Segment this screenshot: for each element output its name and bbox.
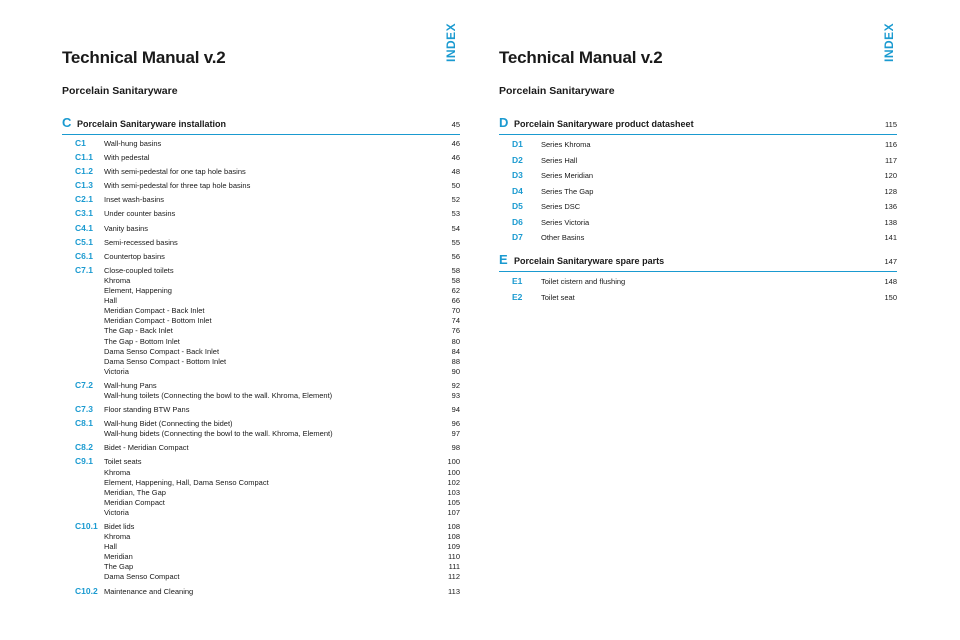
entry-label: Floor standing BTW Pans: [104, 405, 190, 415]
toc-entry[interactable]: [499, 139, 897, 150]
document-subtitle: Porcelain Sanitaryware: [499, 85, 615, 97]
entry-code: C2.1: [75, 194, 93, 205]
entry-label: Dama Senso Compact: [104, 572, 180, 582]
section-c: [62, 115, 460, 597]
toc-entry[interactable]: [62, 208, 460, 219]
entry-code: D4: [512, 185, 523, 196]
entry-code: E2: [512, 291, 523, 302]
entry-code: C3.1: [75, 208, 93, 219]
entry-label: With pedestal: [104, 153, 150, 163]
entry-label: Meridian Compact: [104, 497, 165, 507]
entry-label: Wall-hung toilets (Connecting the bowl to the wall. Khroma, Element): [104, 390, 333, 400]
toc-entry[interactable]: [499, 201, 897, 212]
section-d: [499, 115, 897, 243]
entry-page-number: 108: [447, 532, 460, 542]
entry-label: Maintenance and Cleaning: [104, 586, 194, 596]
entry-page-number: 54: [451, 223, 460, 233]
toc-entry[interactable]: [62, 337, 460, 347]
toc-entry[interactable]: [62, 265, 460, 276]
entry-page-number: 88: [451, 356, 460, 366]
entry-label: Toilet seat: [541, 292, 575, 302]
entry-code: D6: [512, 216, 523, 227]
entry-page-number: 62: [451, 286, 460, 296]
entry-label: Countertop basins: [104, 251, 165, 261]
entry-label: The Gap - Back Inlet: [104, 326, 173, 336]
entry-page-number: 109: [447, 542, 460, 552]
entry-code: D3: [512, 170, 523, 180]
entry-page-number: 52: [451, 195, 460, 205]
entry-page-number: 96: [451, 419, 460, 429]
entry-label: Wall-hung Pans: [104, 380, 157, 390]
entry-page-number: 84: [451, 346, 460, 356]
toc-entry[interactable]: [62, 357, 460, 367]
entry-page-number: 46: [451, 139, 460, 148]
entry-label: Victoria: [104, 507, 129, 517]
toc-entry[interactable]: [62, 562, 460, 572]
index-tab: INDEX: [444, 22, 458, 62]
entry-page-number: 53: [451, 209, 460, 219]
entry-label: Hall: [104, 542, 117, 552]
entry-page-number: 98: [451, 443, 460, 453]
entry-code: C1: [75, 138, 86, 148]
section-entries: [499, 139, 897, 243]
entry-label: Khroma: [104, 532, 131, 542]
entry-label: Meridian: [104, 552, 133, 562]
document-title: Technical Manual v.2: [62, 48, 226, 67]
toc-entry[interactable]: [62, 391, 460, 401]
entry-code: C5.1: [75, 236, 93, 247]
entry-label: Series Victoria: [541, 217, 590, 227]
entry-label: Khroma: [104, 275, 131, 285]
right-page: [480, 0, 960, 640]
entry-page-number: 138: [884, 217, 897, 227]
toc-entry[interactable]: [62, 418, 460, 429]
entry-page-number: 58: [451, 275, 460, 285]
section-e: [499, 252, 897, 303]
toc-entry[interactable]: [62, 586, 460, 597]
section-entries: [499, 276, 897, 303]
entry-page-number: 148: [884, 277, 897, 286]
entry-page-number: 46: [451, 153, 460, 163]
toc-entry[interactable]: [62, 498, 460, 508]
entry-label: Wall-hung Bidet (Connecting the bidet): [104, 419, 233, 429]
entry-code: C1.2: [75, 166, 93, 177]
toc-entry[interactable]: [62, 404, 460, 415]
section-title: Porcelain Sanitaryware installation: [77, 119, 227, 129]
entry-code: C4.1: [75, 222, 93, 233]
toc-entry[interactable]: [62, 542, 460, 552]
entry-label: Dama Senso Compact - Bottom Inlet: [104, 356, 227, 366]
entry-code: C1.1: [75, 152, 93, 163]
entry-label: Meridian Compact - Back Inlet: [104, 306, 205, 316]
entry-page-number: 90: [451, 366, 460, 376]
entry-label: Element, Happening, Hall, Dama Senso Compact: [104, 477, 269, 487]
entry-code: C9.1: [75, 456, 93, 467]
toc-entry[interactable]: [499, 217, 897, 228]
section-heading[interactable]: [499, 252, 897, 272]
entry-page-number: 116: [885, 140, 897, 149]
entry-page-number: 113: [448, 586, 460, 596]
section-letter: E: [499, 252, 508, 267]
entry-label: Vanity basins: [104, 223, 149, 233]
toc-entry[interactable]: [62, 166, 460, 177]
entry-page-number: 120: [884, 171, 897, 180]
toc-entry[interactable]: [62, 521, 460, 532]
entry-label: With semi-pedestal for one tap hole basins: [104, 167, 246, 177]
entry-label: Toilet seats: [104, 457, 142, 467]
entry-label: Wall-hung basins: [104, 139, 162, 148]
entry-page-number: 76: [451, 326, 460, 336]
section-page-number: 45: [451, 120, 460, 129]
entry-page-number: 102: [447, 477, 460, 487]
entry-label: Bidet - Meridian Compact: [104, 443, 189, 453]
toc-entry[interactable]: [62, 572, 460, 582]
toc-entry[interactable]: [499, 276, 897, 287]
toc-entry[interactable]: [62, 152, 460, 163]
entry-page-number: 111: [448, 562, 460, 572]
entry-label: Under counter basins: [104, 209, 176, 219]
entry-label: Khroma: [104, 467, 131, 477]
toc-entry[interactable]: [62, 306, 460, 316]
toc-entry[interactable]: [62, 194, 460, 205]
entry-label: Wall-hung bidets (Connecting the bowl to the wall. Khroma, Element): [104, 429, 333, 439]
toc-entry[interactable]: [62, 138, 460, 149]
entry-label: With semi-pedestal for three tap hole basins: [104, 181, 251, 191]
entry-label: Victoria: [104, 366, 129, 376]
toc-entry[interactable]: [499, 292, 897, 303]
toc-entry[interactable]: [62, 276, 460, 286]
toc-entry[interactable]: [499, 232, 897, 243]
toc-entry[interactable]: [62, 552, 460, 562]
section-heading[interactable]: [499, 115, 897, 135]
entry-label: Series The Gap: [541, 186, 594, 196]
entry-page-number: 110: [448, 552, 460, 562]
index-tab: INDEX: [882, 22, 896, 62]
toc-entry[interactable]: [62, 316, 460, 326]
entry-code: C1.3: [75, 180, 93, 191]
entry-page-number: 92: [451, 380, 460, 390]
toc-entry[interactable]: [499, 155, 897, 166]
toc-entry[interactable]: [62, 508, 460, 518]
entry-code: C10.1: [75, 521, 98, 531]
entry-page-number: 80: [451, 336, 460, 346]
entry-page-number: 136: [884, 202, 897, 211]
entry-label: Inset wash-basins: [104, 195, 165, 205]
toc-entry[interactable]: [62, 367, 460, 377]
entry-page-number: 97: [451, 429, 460, 439]
toc-entry[interactable]: [499, 170, 897, 181]
section-page-number: 147: [884, 257, 897, 266]
entry-page-number: 58: [451, 265, 460, 275]
entry-label: Meridian, The Gap: [104, 487, 166, 497]
toc-entry[interactable]: [62, 429, 460, 439]
entry-page-number: 93: [451, 390, 460, 400]
toc-entry[interactable]: [62, 326, 460, 336]
entry-page-number: 141: [884, 233, 897, 242]
entry-code: D1: [512, 139, 523, 149]
toc-entry[interactable]: [62, 478, 460, 488]
entry-page-number: 48: [451, 167, 460, 177]
entry-code: C7.2: [75, 379, 93, 390]
entry-page-number: 128: [884, 186, 897, 196]
entry-code: C7.1: [75, 264, 93, 275]
section-page-number: 115: [885, 120, 897, 129]
entry-label: Element, Happening: [104, 286, 172, 296]
entry-label: Series DSC: [541, 202, 581, 211]
section-entries: [62, 138, 460, 597]
entry-page-number: 103: [447, 487, 460, 497]
entry-page-number: 108: [447, 522, 460, 531]
entry-page-number: 117: [885, 155, 897, 165]
entry-page-number: 50: [451, 181, 460, 191]
toc-entry[interactable]: [499, 186, 897, 197]
entry-label: Close-coupled toilets: [104, 265, 174, 275]
entry-label: The Gap - Bottom Inlet: [104, 336, 180, 346]
entry-label: The Gap: [104, 562, 134, 572]
entry-label: Hall: [104, 296, 117, 306]
entry-page-number: 70: [451, 306, 460, 316]
entry-page-number: 112: [448, 572, 460, 582]
entry-label: Series Hall: [541, 155, 578, 165]
entry-page-number: 74: [451, 316, 460, 326]
section-heading[interactable]: [62, 115, 460, 135]
entry-label: Dama Senso Compact - Back Inlet: [104, 346, 220, 356]
entry-page-number: 94: [451, 405, 460, 415]
entry-code: C8.2: [75, 442, 93, 453]
entry-page-number: 66: [451, 296, 460, 306]
entry-code: D2: [512, 154, 523, 165]
toc-entry[interactable]: [62, 286, 460, 296]
section-title: Porcelain Sanitaryware spare parts: [514, 256, 665, 266]
entry-page-number: 56: [451, 251, 460, 261]
entry-code: C7.3: [75, 404, 93, 415]
toc-entry[interactable]: [62, 468, 460, 478]
section-title: Porcelain Sanitaryware product datasheet: [514, 119, 694, 129]
section-letter: D: [499, 115, 509, 130]
entry-label: Series Khroma: [541, 140, 591, 149]
toc-entry[interactable]: [62, 180, 460, 191]
entry-page-number: 100: [447, 457, 460, 467]
entry-label: Toilet cistern and flushing: [541, 277, 626, 286]
toc-entry[interactable]: [62, 442, 460, 453]
document-title: Technical Manual v.2: [499, 48, 663, 67]
entry-label: Semi-recessed basins: [104, 237, 178, 247]
entry-label: Bidet lids: [104, 522, 135, 531]
entry-code: C6.1: [75, 250, 93, 261]
entry-code: C10.2: [75, 585, 98, 596]
toc-entry[interactable]: [62, 456, 460, 467]
entry-page-number: 150: [884, 292, 897, 302]
entry-page-number: 100: [447, 467, 460, 477]
toc-entry[interactable]: [62, 296, 460, 306]
document-subtitle: Porcelain Sanitaryware: [62, 85, 178, 97]
toc-entry[interactable]: [62, 488, 460, 498]
toc-entry[interactable]: [62, 532, 460, 542]
toc-entry[interactable]: [62, 223, 460, 234]
toc-entry[interactable]: [62, 347, 460, 357]
entry-page-number: 105: [447, 497, 460, 507]
entry-label: Meridian Compact - Bottom Inlet: [104, 316, 212, 326]
entry-code: D5: [512, 201, 523, 211]
toc-entry[interactable]: [62, 380, 460, 391]
entry-page-number: 107: [447, 507, 460, 517]
toc-entry[interactable]: [62, 251, 460, 262]
entry-page-number: 55: [451, 237, 460, 247]
entry-code: C8.1: [75, 418, 93, 429]
section-letter: C: [62, 115, 72, 130]
entry-label: Series Meridian: [541, 171, 594, 180]
entry-code: D7: [512, 232, 523, 242]
entry-label: Other Basins: [541, 233, 585, 242]
entry-code: E1: [512, 276, 523, 286]
toc-entry[interactable]: [62, 237, 460, 248]
